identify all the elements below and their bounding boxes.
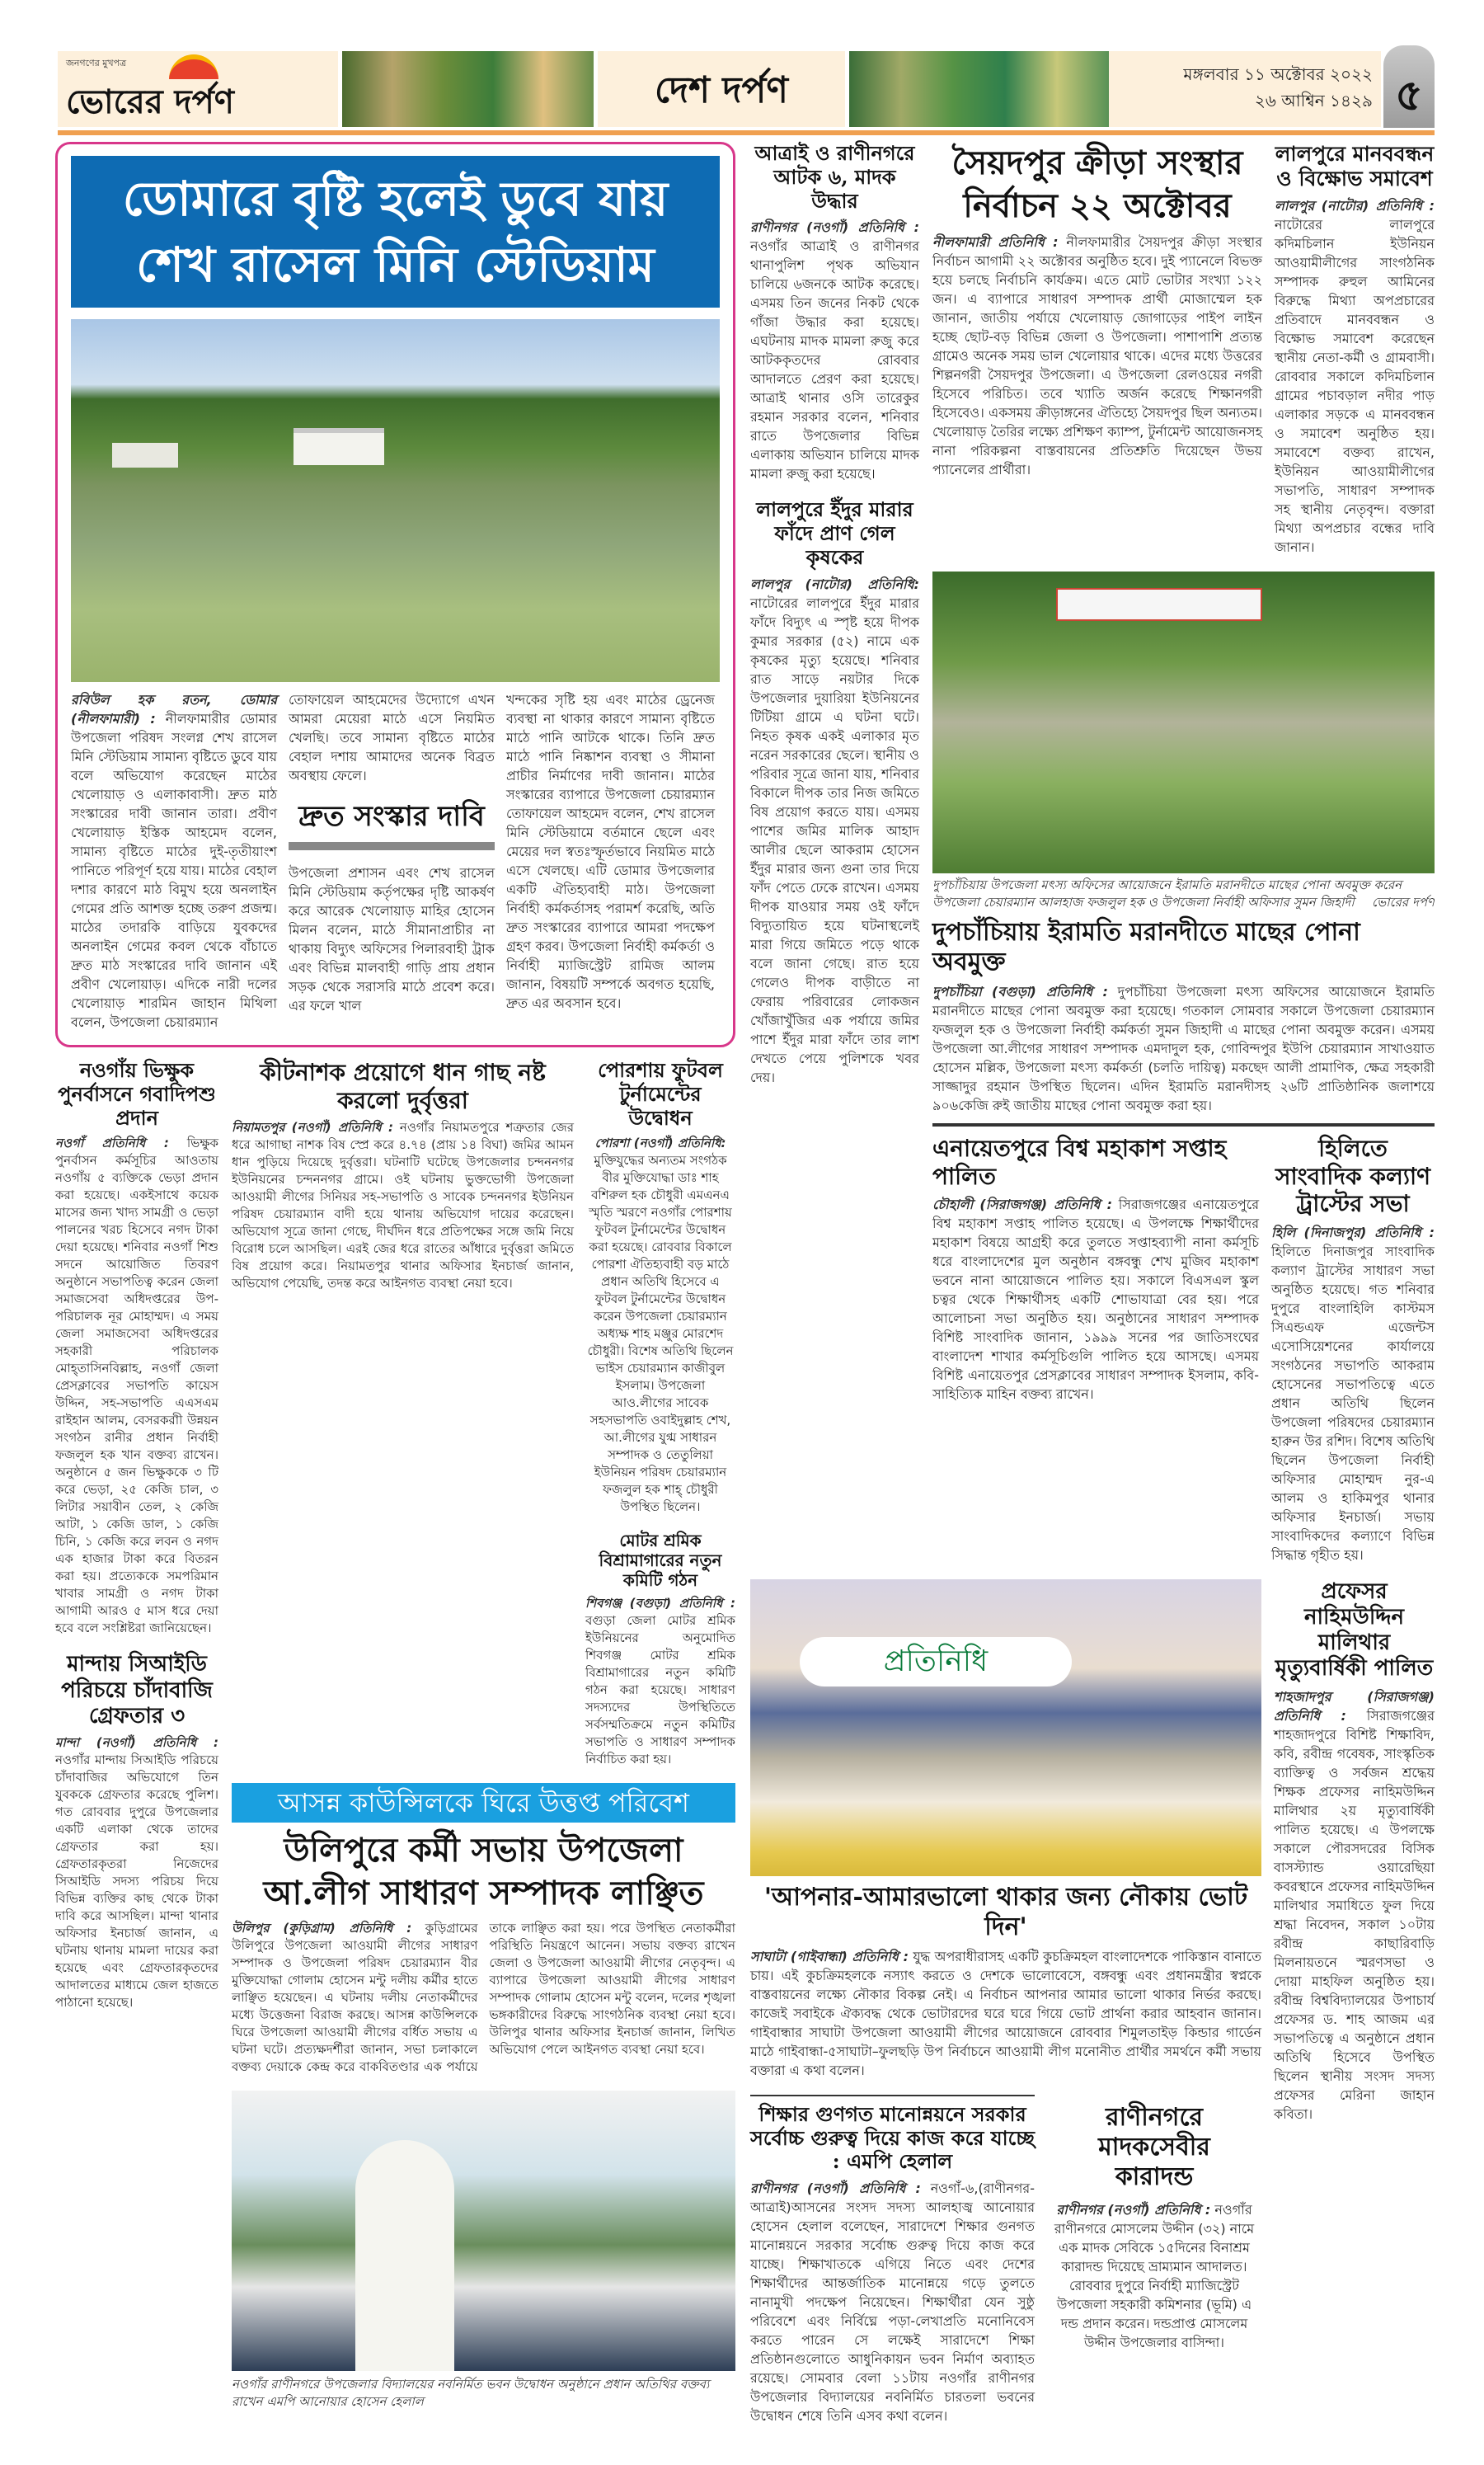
article-nahimuddin [1274, 1579, 1435, 2124]
stadium-photo [71, 319, 720, 682]
article-saidpur [932, 142, 1262, 479]
ulipur-kicker: আসন্ন কাউন্সিলকে ঘিরে উত্তপ্ত পরিবেশ [232, 1783, 735, 1823]
section-title: দেশ দর্পণ [655, 69, 788, 111]
lead-headline: ডোমারে বৃষ্টি হলেই ডুবে যায় শেখ রাসেল মিনি স্টেডিয়াম [71, 156, 720, 308]
nauka-headline: 'আপনার-আমারভালো থাকার জন্য নৌকায় ভোট দিন' [763, 1882, 1248, 1941]
photo-credit: ভোরের দর্পণ [1371, 895, 1435, 910]
bhikkhuk-body: ভিক্ষুক পুনর্বাসন কর্মসূচির আওতায় নওগাঁয় ৫ ব্যক্তিকে ভেড়া প্রদান করা হয়েছে। একইসাথে কয়েক মাসের জন্য খাদ্য সামগ্রী ও ভেড়া পালনের খরচ হিসেবে নগদ টাকা দেয়া হয়েছে। শনিবার নওগাঁ শিশু সদনে আয়োজিত তিবরণ অনুষ্ঠানে সভাপতিত্ব করেন জেলা সমাজসেবা অধিদপ্তরের উপ-পরিচালক নূর মোহাম্মদ। এ সময় জেলা সমাজসেবা অধিদপ্তরের সহকারী পরিচালক মোহ্তাসিনবিল্লাহ, নওগাঁ জেলা প্রেসক্লাবের সভাপতি কায়েস উদ্দিন, সহ-সভাপতি এএসএম রাইহান আলম, বেসরকরাী উন্নয়ন সংগঠন রানীর প্রধান নির্বাহী ফজলুল হক খান বক্তব্য রাখেন। অনুষ্ঠানে ৫ জন ভিক্ষুককে ৩ টি করে ভেড়া, ২৫ কেজি চাল, ৩ লিটার সয়াবীন তেল, ২ কেজি আটা, ১ কেজি ডাল, ১ কেজি চিনি, ১ কেজি করে লবন ও নগদ এক হাজার টাকা করে বিতরন করা হয়। প্রত্যেককে সমপরিমান খাবার সামগ্রী ও নগদ টাকা আগামী আরও ৫ মাস ধরে দেয়া হবে বলে সংশ্লিষ্টরা জানিয়েছেন। [55, 1136, 218, 1636]
article-motor [585, 1531, 735, 1768]
school-inauguration-photo [232, 2091, 735, 2371]
rally-banner: প্রতিনিধি [800, 1637, 1072, 1686]
lead-text-1: নীলফামারীর ডোমার উপজেলা পরিষদ সংলগ্ন শেখ রাসেল মিনি স্টেডিয়াম সামান্য বৃষ্টিতে ডুবে যায় বলে অভিযোগ করেছেন মাঠের খেলোয়াড় ও এলাকাবাসী। দ্রুত মাঠ সংস্কারের দাবী জানান তারা। প্রবীণ খেলোয়াড় ইস্তিক আহমেদ বলেন, সামান্য বৃষ্টিতে মাঠের দুই-তৃতীয়াংশ পানিতে পরিপূর্ণ হয়ে যায়। মাঠের বেহাল দশার কারণে মাঠ বিমুখ হয়ে অনলাইন গেমের প্রতি আশক্ত হচ্ছে তরুণ প্রজন্ম। মাঠের তদারকি বাড়িয়ে যুবকদের অনলাইন গেমের কবল থেকে বাঁচাতে দ্রুত মাঠ সংস্কারের দাবি জানান এই প্রবীণ খেলোয়াড়। এদিকে নারী দলের খেলোয়াড় শারমিন জাহান মিথিলা বলেন, উপজেলা চেয়ারম্যান [71, 711, 277, 1030]
manda-byline: মান্দা (নওগাঁ) প্রতিনিধি : [55, 1734, 218, 1750]
kitnashok-body: নওগাঁর নিয়ামতপুরে শত্রুতার জের ধরে আগাছা নাশক বিষ স্প্রে করে ৪.৭৪ (প্রায় ১৪ বিঘা) জমির আমন ধান পুড়িয়ে দিয়েছে দুর্বৃত্তরা। ঘটনাটি ঘটেছে উপজেলার চন্দননগর ইউনিয়নের চন্দননগর গ্রামে। ওই ঘটনায় ভুক্তভোগী উপজেলা আওয়ামী লীগের সিনিয়র সহ-সভাপতি ও সাবেক চন্দননগর ইউনিয়ন পরিষদ চেয়ারম্যান বাদী হয়ে থানায় অভিযোগ দায়ের করেছেন। অভিযোগ সূত্রে জানা গেছে, দীর্ঘদিন ধরে প্রতিপক্ষের সঙ্গে জমি নিয়ে বিরোধ চলে আসছিল। এরই জের ধরে রাতের আঁধারে দুর্বৃত্তরা জমিতে বিষ প্রয়োগ করে। নিয়ামতপুর থানার অফিসার ইনচার্জ জানান, অভিযোগ পেয়েছি, তদন্ত করে আইনগত ব্যবস্থা নেয়া হবে। [232, 1120, 574, 1291]
header-photo-strip-left [342, 51, 594, 127]
article-enayetpur [932, 1135, 1259, 1404]
article-manda [55, 1652, 218, 2011]
atrai-byline: রাণীনগর (নওগাঁ) প্রতিনিধি : [750, 219, 919, 236]
shikkha-top-rule [750, 2095, 1035, 2096]
dupchanchia-headline: দুপচাঁচিয়ায় ইরামতি মরানদীতে মাছের পোনা অবমুক্ত [932, 918, 1360, 976]
shikkha-headline: শিক্ষার গুণগত মানোন্নয়নে সরকার সর্বোচ্চ গুরুত্ব দিয়ে কাজ করে যাচ্ছে : এমপি হেলাল [750, 2101, 1035, 2174]
right-wide-column [932, 142, 1435, 1579]
right-lower [750, 1579, 1435, 2440]
lalpur-chain-body: নাটোরের লালপুরে কদিমচিলান ইউনিয়ন আওয়ামীলীগের সাংগঠনিক সম্পাদক রুহুল আমিনের বিরুদ্ধে মিথ্যা অপপ্রচারের প্রতিবাদে মানববন্ধন ও বিক্ষোভ সমাবেশ করেছেন স্থানীয় নেতা-কর্মী ও গ্রামবাসী। রোববার সকালে কদিমচিলান গ্রামের পচাবড়াল নদীর পাড় এলাকার সড়কে এ মানববন্ধন ও সমাবেশ অনুষ্ঠিত হয়। সমাবেশে বক্তব্য রাখেন, ইউনিয়ন আওয়ামীলীগের সভাপতি, সাধারণ সম্পাদক সহ স্থানীয় নেতৃবৃন্দ। বক্তারা মিথ্যা অপপ্রচার বন্ধের দাবি জানান। [1275, 217, 1435, 555]
ulipur-headline: উলিপুরে কর্মী সভায় উপজেলা আ.লীগ সাধারণ সম্পাদক লাঞ্ছিত [263, 1831, 704, 1913]
enayetpur-hili-row [932, 1135, 1435, 1579]
porsha-body: মুক্তিযুদ্ধের অন্যতম সংগঠক বীর মুক্তিযোদ্ধা ডাঃ শাহ বশিরুল হক চৌধুরী এমএনএ স্মৃতি স্মরণে নওগাঁর পোরশায় ফুটবল টুর্নামেন্টের উদ্বোধন করা হয়েছে। রোববার বিকালে পোরশা ঐতিহ্যবাহী বড় মাঠে প্রধান অতিথি হিসেবে এ ফুটবল টুর্নামেন্টের উদ্বোধন করেন উপজেলা চেয়ারম্যান অধ্যক্ষ শাহ মঞ্জুর মোরশেদ চৌধুরী। বিশেষ অতিথি ছিলেন ভাইস চেয়ারম্যান কাজীবুল ইসলাম। উপজেলা আও.লীগের সাবেক সহসভাপতি ওবাইদুল্লাহ শেখ, আ.লীগের যুগ্ম সাধারন সম্পাদক ও তেতুলিয়া ইউনিয়ন পরিষদ চেয়ারম্যান ফজলুল হক শাহ্ চৌধুরী উপস্থিত ছিলেন। [587, 1153, 734, 1515]
dupchanchia-byline: দুপচাঁচিয়া (বগুড়া) প্রতিনিধি : [932, 984, 1108, 1000]
rally-photo [750, 1579, 1261, 1876]
article-lalpur-rat-trap [750, 498, 919, 1086]
article-kitnashok [232, 1059, 574, 1292]
raninagar-drug-headline: রাণীনগরে মাদকসেবীর কারাদন্ড [1098, 2102, 1210, 2191]
ulipur-body: কুড়িগ্রামের উলিপুরে উপজেলা আওয়ামী লীগের সাধারণ সম্পাদক ও উপজেলা পরিষদ চেয়ারম্যান বীর মুক্তিযোদ্ধা গোলাম হোসেন মন্টু দলীয় কর্মীর হাতে লাঞ্ছিত হয়েছেন। এ ঘটনায় দলীয় নেতাকর্মীদের মধ্যে উত্তেজনা বিরাজ করছে। আসন্ন কাউন্সিলকে ঘিরে উপজেলা আওয়ামী লীগের বর্ধিত সভায় এ ঘটনা ঘটে। প্রত্যক্ষদর্শীরা জানান, সভা চলাকালে বক্তব্য দেয়াকে কেন্দ্র করে বাকবিতণ্ডার এক পর্যায়ে তাকে লাঞ্ছিত করা হয়। পরে উপস্থিত নেতাকর্মীরা পরিস্থিতি নিয়ন্ত্রণে আনেন। সভায় বক্তব্য রাখেন জেলা ও উপজেলা আওয়ামী লীগের নেতৃবৃন্দ। এ ব্যাপারে উপজেলা আওয়ামী লীগের সাধারণ সম্পাদক গোলাম হোসেন মন্টু বলেন, দলের শৃঙ্খলা ভঙ্গকারীদের বিরুদ্ধে সাংগঠনিক ব্যবস্থা নেয়া হবে। উলিপুর থানার অফিসার ইনচার্জ জানান, লিখিত অভিযোগ পেলে আইনগত ব্যবস্থা নেয়া হবে। [232, 1921, 735, 2075]
left-wide-column [232, 1059, 735, 2411]
header-photo-strip-right [849, 51, 1109, 127]
banner-in-photo [1056, 588, 1262, 621]
porsha-headline: পোরশায় ফুটবল টুর্নামেন্টের উদ্বোধন [598, 1058, 723, 1130]
bottom-photo-caption: নওগাঁর রাণীনগরে উপজেলার বিদ্যালয়ের নবনির্মিত ভবন উদ্বোধন অনুষ্ঠানে প্রধান অতিথির বক্তব্য রাখেন এমপি আনোয়ার হোসেন হেলাল [232, 2377, 710, 2410]
lalpur-rat-body: নাটোরের লালপুরে ইঁদুর মারার ফাঁদে বিদ্যুৎ এ স্পৃষ্ট হয়ে দীপক কুমার সরকার (৫২) নামে এক কৃষকের মৃত্যু হয়েছে। শনিবার রাত সাড়ে নয়টার দিকে উপজেলার দুয়ারিয়া ইউনিয়নের টিটিয়া গ্রামে এ ঘটনা ঘটে। নিহত কৃষক একই এলাকার মৃত নরেন সরকারের ছেলে। স্থানীয় ও পরিবার সূত্রে জানা যায়, শনিবার বিকালে দীপক তার নিজ জমিতে বিষ প্রয়োগ করতে যায়। এসময় পাশের জমির মালিক আহাদ আলীর ছেলে আকরাম হোসেন ইঁদুর মারার জন্য গুনা তার দিয়ে ফাঁদ পেতে ঢেকে রাখেন। এসময় দীপক যাওয়ার সময় ওই ফাঁদে বিদ্যুতায়িত হয়ে ঘটনাস্থলেই মারা গিয়ে জমিতে পড়ে থাকে বলে জানা গেছে। রাত হয়ে গেলেও দীপক বাড়ীতে না ফেরায় পরিবারের লোকজন খোঁজাখুঁজির এক পর্যায়ে জমির পাশে ইঁদুর মারা ফাঁদে তার লাশ দেখতে পেয়ে পুলিশকে খবর দেয়। [750, 595, 919, 1085]
kitnashok-porsha-row [232, 1059, 735, 1783]
raninagar-drug-body: নওগাঁর রাণীনগরে মোসলেম উদ্দীন (৩২) নামে এক মাদক সেবিকে ১৫দিনের বিনাশ্রম কারাদন্ড দিয়েছে ভ্রাম্যমান আদালত। রোববার দুপুরে নির্বাহী ম্যাজিস্ট্রেট উপজেলা সহকারী কমিশনার (ভূমি) এ দন্ড প্রদান করেন। দন্ডপ্রাপ্ত মোসলেম উদ্দীন উপজেলার বাসিন্দা। [1054, 2201, 1255, 2350]
motor-body: বগুড়া জেলা মোটর শ্রমিক ইউনিয়নের অনুমোদিত শিবগঞ্জ মোটর শ্রমিক বিশ্রামাগারের নতুন কমিটি গঠন করা হয়েছে। সাধারণ সদস্যদের উপস্থিতিতে সর্বসম্মতিক্রমে নতুন কমিটির সভাপতি ও সাধারণ সম্পাদক নির্বাচিত করা হয়। [585, 1613, 735, 1767]
bhikkhuk-byline: নওগাঁ প্রতিনিধি : [55, 1136, 169, 1151]
dupchanchia-body: দুপচাঁচিয়া উপজেলা মৎস্য অফিসের আয়োজনে ইরামতি মরানদীতে মাছের পোনা অবমুক্ত করা হয়েছে। গতকাল সোমবার সকালে উপজেলা চেয়ারম্যান ফজলুল হক ও উপজেলা নির্বাহী কর্মকর্তা সুমন জিহাদী এ মাছের পোনা অবমুক্ত করেন। এসময় উপজেলা আ.লীগের সাধারণ সম্পাদক এমদাদুল হক, গোবিন্দপুর ইউপি চেয়ারম্যান সাখাওয়াত হোসেন মল্লিক, উপজেলা মৎস্য কর্মকর্তা (চলতি দায়িত্ব) মকছেদ আলী প্রামাণিক, ক্ষেত্র সহকারী সাজ্জাদুর রহমান উপস্থিত ছিলেন। এদিন ইরামতি মরানদীসহ ২৬টি প্রাতিষ্ঠানিক জলাশয়ে ৯০৬কেজি রুই জাতীয় মাছের পোনা অবমুক্ত করা হয়। [932, 984, 1435, 1113]
lalpur-chain-headline: লালপুরে মানববন্ধন ও বিক্ষোভ সমাবেশ [1275, 142, 1435, 191]
lead-col-3: খন্দকের সৃষ্টি হয় এবং মাঠের ড্রেনেজ ব্যবস্থা না থাকার কারণে সামান্য বৃষ্টিতে মাঠে পানি আটকে থাকে। তিনি দ্রুত মাঠে পানি নিষ্কাশন ব্যবস্থা ও সীমানা প্রাচীর নির্মাণের দাবী জানান। মাঠের সংস্কারের ব্যাপারে উপজেলা চেয়ারম্যান তোফায়েল আহমেদ বলেন, শেখ রাসেল মিনি স্টেডিয়ামে বর্তমানে ছেলে এবং মেয়ের দল স্বতঃস্ফূর্তভাবে নিয়মিত মাঠে এসে খেলছে। এটি ডোমার উপজেলার একটি ঐতিহ্যবাহী মাঠ। উপজেলা নির্বাহী কর্মকর্তাসহ পরামর্শ করেছি, অতি দ্রুত সংস্কারের ব্যাপারে আমরা পদক্ষেপ গ্রহণ করব। উপজেলা নির্বাহী কর্মকর্তা ও নির্বাহী ম্যাজিস্ট্রেট রামিজ আলম জানান, বিষয়টি সম্পর্কে অবগত হয়েছি, দ্রুত এর অবসান হবে। [506, 692, 715, 1011]
right-narrow-column [750, 142, 919, 1102]
masthead-rule [58, 130, 1435, 135]
lead-col-1 [71, 690, 277, 1032]
raninagar-drug-byline: রাণীনগর (নওগাঁ) প্রতিনিধি : [1056, 2201, 1211, 2218]
speaker-figure [355, 2140, 454, 2371]
shikkha-body: নওগাঁ-৬,(রাণীনগর-আত্রাই)আসনের সংসদ সদস্য আলহাজ্ব আনোয়ার হোসেন হেলাল বলেছেন, সারাদেশে শিক্ষার গুনগত মানোন্নয়নে সরকার সর্বোচ্চ গুরুত্ব দিয়ে কাজ করে যাচ্ছে। শিক্ষাখাতকে এগিয়ে নিতে এবং দেশের শিক্ষার্থীদের আন্তর্জাতিক মানোন্নয়ে গড়ে তুলতে নানামুখী পদক্ষেপ নিয়েছেন। শিক্ষার্থীরা যেন সুষ্ঠু পরিবেশে এবং নির্বিঘ্নে পড়া-লেখাপ্রতি মনোনিবেস করতে পারেন সে লক্ষেই সারাদেশে শিক্ষা প্রতিষ্ঠানগুলোতে আধুনিকায়ন ভবন নির্মাণ অব্যাহত রয়েছে। সোমবার বেলা ১১টায় নওগাঁর রাণীনগর উপজেলার বিদ্যালয়ের নবনির্মিত চারতলা ভবনের উদ্বোধন শেষে তিনি এসব কথা বলেন। [750, 2180, 1035, 2425]
date-gregorian: মঙ্গলবার ১১ অক্টোবর ২০২২ [1183, 64, 1373, 84]
article-dupchanchia [932, 918, 1435, 1115]
lead-text-2b: উপজেলা প্রশাসন এবং শেখ রাসেল মিনি স্টেডিয়াম কর্তৃপক্ষের দৃষ্টি আকর্ষণ করে আরেক খেলোয়াড় মাহির হোসেন মিলন বলেন, মাঠে সীমানাপ্রাচীর না থাকায় বিদ্যুৎ অফিসের পিলারবাহী ট্রাক এবং বিভিন্ন মালবাহী গাড়ি প্রায় প্রধান সড়ক থেকে সরাসরি মাঠে প্রবেশ করে। এর ফলে খাল [289, 864, 495, 1014]
article-bhikkhuk [55, 1059, 218, 1637]
lead-subhead: দ্রুত সংস্কার দাবি [298, 800, 485, 833]
kitnashok-byline: নিয়ামতপুর (নওগাঁ) প্রতিনিধি : [232, 1120, 393, 1136]
lalpur-rat-headline: লালপুরে ইঁদুর মারার ফাঁদে প্রাণ গেল কৃষকের [756, 497, 913, 569]
fish-release-photo [932, 572, 1435, 873]
right-upper [750, 142, 1435, 1579]
manda-headline: মান্দায় সিআইডি পরিচয়ে চাঁদাবাজি গ্রেফতার ৩ [61, 1652, 213, 1729]
lead-text-2a: তোফায়েল আহমেদের উদ্যোগে এখন আমরা মেয়েরা মাঠে এসে নিয়মিত খেলছি। তবে সামান্য বৃষ্টিতে মাঠের বেহাল দশায় আমাদের অনেক বিব্রত অবস্থায় ফেলে। [289, 692, 495, 783]
article-raninagar-drug [1047, 2103, 1261, 2352]
left-region [55, 142, 735, 2411]
stadium-building [294, 428, 384, 465]
masthead-tagline: জনগণের মুখপত্র [66, 58, 127, 68]
right-region [750, 142, 1435, 2440]
paper-name-logo: ভোরের দর্পণ [66, 82, 234, 121]
kitnashok-headline: কীটনাশক প্রয়োগে ধান গাছ নষ্ট করলো দুর্বৃত্তরা [260, 1059, 546, 1114]
shikkha-drug-row [750, 2103, 1261, 2440]
nahimuddin-headline: প্রফেসর নাহিমউদ্দিন মালিথার মৃত্যুবার্ষিকী পালিত [1275, 1578, 1434, 1682]
section-rule [932, 1123, 1435, 1127]
subhead-bar [289, 842, 495, 850]
fish-caption-text: দুপচাঁচিয়ায় উপজেলা মৎস্য অফিসের আয়োজনে ইরামতি মরানদীতে মাছের পোনা অবমুক্ত করেন উপজেলা চেয়ারম্যান আলহাজ ফজলুল হক ও উপজেলা নির্বাহী অফিসার সুমন জিহাদী [932, 877, 1402, 910]
lead-col-2 [289, 690, 495, 1015]
article-ulipur [232, 1829, 735, 2076]
lead-columns [71, 690, 720, 1032]
article-atrai [750, 142, 919, 483]
article-hili [1271, 1135, 1435, 1564]
saidpur-headline: সৈয়দপুর ক্রীড়া সংস্থার নির্বাচন ২২ অক্টোবর [951, 143, 1243, 225]
enayetpur-headline: এনায়েতপুরে বিশ্ব মহাকাশ সপ্তাহ পালিত [932, 1135, 1227, 1190]
motor-headline: মোটর শ্রমিক বিশ্রামাগারের নতুন কমিটি গঠন [599, 1531, 722, 1591]
motor-byline: শিবগঞ্জ (বগুড়া) প্রতিনিধি : [585, 1596, 735, 1611]
lalpur-rat-byline: লালপুর (নাটোর) প্রতিনিধি: [750, 576, 919, 592]
hili-byline: হিলি (দিনাজপুর) প্রতিনিধি : [1271, 1224, 1435, 1240]
lead-byline: রবিউল হক রতন, ডোমার (নীলফামারী) : [71, 692, 277, 727]
lead-story-box [55, 142, 735, 1047]
ulipur-byline: উলিপুর (কুড়িগ্রাম) প্রতিনিধি : [232, 1921, 412, 1936]
hili-body: হিলিতে দিনাজপুর সাংবাদিক কল্যাণ ট্রাস্টের সাধারণ সভা অনুষ্ঠিত হয়েছে। গত শনিবার দুপুরে বাংলাহিলি কাস্টমস সিএন্ডএফ এজেন্টস এসোসিয়েশনের কার্যালয়ে সংগঠনের সভাপতি আকরাম হোসেনের সভাপতিত্বে এতে প্রধান অতিথি ছিলেন উপজেলা পরিষদের চেয়ারম্যান হারুন উর রশিদ। বিশেষ অতিথি ছিলেন উপজেলা নির্বাহী অফিসার মোহাম্মদ নুর-এ আলম ও হাকিমপুর থানার অফিসার ইনচার্জ। সভায় সাংবাদিকদের কল্যাণে বিভিন্ন সিদ্ধান্ত গৃহীত হয়। [1271, 1243, 1435, 1563]
enayetpur-body: সিরাজগঞ্জের এনায়েতপুরে বিশ্ব মহাকাশ সপ্তাহ পালিত হয়েছে। এ উপলক্ষে শিক্ষার্থীদের মহাকাশ বিষয়ে আগ্রহী করে তুলতে সপ্তাহব্যাপী নানা কর্মসূচি ধরে বাংলাদেশের মুল অনুষ্ঠান বঙ্গবন্ধু শেখ মুজিব মহাকাশ ভবনে নানা আয়োজনে পালিত হয়। সকালে বিএসএল স্কুল চত্বর থেকে শিক্ষার্থীসহ একটি শোভাযাত্রা বের হয়। পরে আলোচনা সভা অনুষ্ঠিত হয়। অনুষ্ঠানের সাধারণ সম্পাদক বিশিষ্ট সাংবাদিক জানান, ১৯৯৯ সনের পর জাতিসংঘের বাংলাদেশ শাখার কর্মসূচিগুলি পালিত হয়ে আসছে। এসময় বিশিষ্ট এনায়েতপুর প্রেসক্লাবের সাধারণ সম্পাদক ইসলাম, কবি-সাহিত্যিক মাহিন বক্তব্য রাখেন। [932, 1197, 1259, 1403]
left-narrow-column [55, 1059, 218, 2026]
left-lower [55, 1059, 735, 2411]
stadium-shed [112, 443, 178, 468]
saidpur-byline: নীলফামারী প্রতিনিধি : [932, 234, 1059, 250]
saidpur-body: নীলফামারীর সৈয়দপুর ক্রীড়া সংস্থার নির্বাচন আগামী ২২ অক্টোবর অনুষ্ঠিত হবে। দুই প্যানেলে বিভক্ত হয়ে চলছে নির্বাচনি কার্যক্রম। এতে মোট ভোটার সংখ্যা ১২২ জন। এ ব্যাপারে সাধারণ সম্পাদক প্রার্থী মোজাম্মেল হক জানান, জাতীয় পর্যায়ে খেলোয়াড় জোগাড়ের পাইপ লাইন হচ্ছে ছোট-বড় বিভিন্ন জেলা ও উপজেলা। পাশাপাশি প্রত্যন্ত গ্রামেও অনেক সময় ভাল খেলোয়ার থাকে। এদের মধ্যে উত্তরের শিল্পনগরী সৈয়দপুর উপজেলা। এ উপজেলা রেলওয়ের নগরী হিসেবে পরিচিত। তবে খ্যাতি অর্জন করেছে শিক্ষানগরী হিসেবেও। একসময় ক্রীড়াঙ্গনের ঐতিহ্যে সৈয়দপুর ছিল অন্যতম। খেলোয়াড় তৈরির লক্ষ্যে প্রশিক্ষণ ক্যাম্প, টুর্নামেন্ট আয়োজনসহ নানা পরিকল্পনা বাস্তবায়নের প্রতিশ্রুতি দিয়েছেন উভয় প্যানেলের প্রার্থীরা। [932, 234, 1263, 477]
saidpur-chain-row [932, 142, 1435, 572]
article-nauka [750, 1883, 1261, 2080]
bhikkhuk-headline: নওগাঁয় ভিক্ষুক পুনর্বাসনে গবাদিপশু প্রদান [58, 1058, 216, 1130]
nauka-body: যুদ্ধ অপরাধীরাসহ একটি কুচক্রিমহল বাংলাদেশকে পাকিস্তান বানাতে চায়। এই কুচক্রিমহলকে নস্যাৎ করতে ও দেশকে ভালোবেসে, বঙ্গবন্ধু এবং প্রধানমন্ত্রীর স্বপ্নকে বাস্তবায়নের লক্ষ্যে নৌকার বিকল্প নেই। এ নির্বাচন আপনার আমার ভালো থাকার নির্ভর করছে। কাজেই সবাইকে ঐক্যবদ্ধ থেকে ভোটারদের ঘরে ঘরে গিয়ে ভোট প্রার্থনা করার আহবান জানান। গাইবান্ধার সাঘাটা উপজেলা আওয়ামী লীগের আয়োজনে রোববার শিমুলতাইড় কিন্ডার গার্ডেন মাঠে গাইবান্ধা-৫সাঘাটা–ফুলছড়ি উপ নির্বাচনে আওয়ামী লীগ মনোনীত প্রার্থীর সমর্থনে কর্মী সভায় বক্তারা এ কথা বলেন। [750, 1948, 1261, 2078]
atrai-headline: আত্রাই ও রাণীনগরে আটক ৬, মাদক উদ্ধার [754, 141, 915, 213]
nauka-byline: সাঘাটা (গাইবান্ধা) প্রতিনিধি : [750, 1948, 909, 1964]
enayetpur-byline: চৌহালী (সিরাজগঞ্জ) প্রতিনিধি : [932, 1197, 1113, 1213]
article-lalpur-human-chain [1275, 142, 1435, 557]
nahimuddin-body: সিরাজগঞ্জের শাহজাদপুরে বিশিষ্ট শিক্ষাবিদ, কবি, রবীন্দ্র গবেষক, সাংস্কৃতিক ব্যাক্তিত্ব ও সর্বজন শ্রদ্ধেয় শিক্ষক প্রফেসর নাহিমউদ্দিন মালিথার ২য় মৃত্যুবার্ষিকী পালিত হয়েছে। এ উপলক্ষে সকালে পৌরসদরের বিসিক বাসস্ট্যান্ড ওয়ারেছিয়া কবরস্থানে প্রফেসর নাহিমউদ্দিন মালিথার সমাধিতে ফুল দিয়ে শ্রদ্ধা নিবেদন, সকাল ১০টায় রবীন্দ্র কাছারিবাড়ি মিলনায়তনে স্মরণসভা ও দোয়া মাহফিল অনুষ্ঠিত হয়। রবীন্দ্র বিশ্ববিদ্যালয়ের উপাচার্য প্রফেসর ড. শাহ আজম এর সভাপতিত্বে এ অনুষ্ঠানে প্রধান অতিথি হিসেবে উপস্থিত ছিলেন স্থানীয় সংসদ সদস্য প্রফেসর মেরিনা জাহান কবিতা। [1274, 1707, 1435, 2122]
page-body [55, 142, 1435, 2440]
nahimuddin-byline: শাহজাদপুর (সিরাজগঞ্জ) প্রতিনিধি : [1274, 1688, 1435, 1724]
issue-date [1113, 61, 1373, 114]
porsha-motor-column [585, 1059, 735, 1783]
manda-body: নওগাঁর মান্দায় সিআইডি পরিচয়ে চাঁদাবাজির অভিযোগে তিন যুবককে গ্রেফতার করেছে পুলিশ। গত রোববার দুপুরে উপজেলার একটি এলাকা থেকে তাদের গ্রেফতার করা হয়। গ্রেফতারকৃতরা নিজেদের সিআইডি সদস্য পরিচয় দিয়ে বিভিন্ন ব্যক্তির কাছ থেকে টাকা দাবি করে আসছিল। মান্দা থানার অফিসার ইনচার্জ জানান, এ ঘটনায় থানায় মামলা দায়ের করা হয়েছে এবং গ্রেফতারকৃতদের আদালতের মাধ্যমে জেল হাজতে পাঠানো হয়েছে। [55, 1752, 218, 2010]
date-bangla: ২৬ আশ্বিন ১৪২৯ [1254, 91, 1373, 111]
atrai-body: নওগাঁর আত্রাই ও রাণীনগর থানাপুলিশ পৃথক অভিযান চালিয়ে ৬জনকে আটক করেছে। এসময় তিন জনের নিকট থেকে গাঁজা উদ্ধার করা হয়েছে। এঘটনায় মাদক মামলা রুজু করে আটককৃতদের রোববার আদালতে প্রেরণ করা হয়েছে। আত্রাই থানার ওসি তারেকুর রহমান সরকার বলেন, শনিবার রাতে উপজেলার বিভিন্ন এলাকায় অভিযান চালিয়ে মাদক মামলা রুজু করা হয়েছে। [750, 238, 919, 482]
article-shikkha [750, 2103, 1035, 2425]
hili-headline: হিলিতে সাংবাদিক কল্যাণ ট্রাস্টের সভা [1275, 1135, 1431, 1218]
page-number-tab: ৫ [1383, 45, 1435, 128]
shikkha-byline: রাণীনগর (নওগাঁ) প্রতিনিধি : [750, 2180, 921, 2197]
nauka-area [750, 1579, 1261, 2440]
fish-photo-caption [932, 877, 1435, 911]
porsha-byline: পোরশা (নওগাঁ) প্রতিনিধি: [594, 1136, 726, 1151]
lalpur-chain-byline: লালপুর (নাটোর) প্রতিনিধি : [1275, 198, 1435, 214]
article-porsha [585, 1059, 735, 1516]
